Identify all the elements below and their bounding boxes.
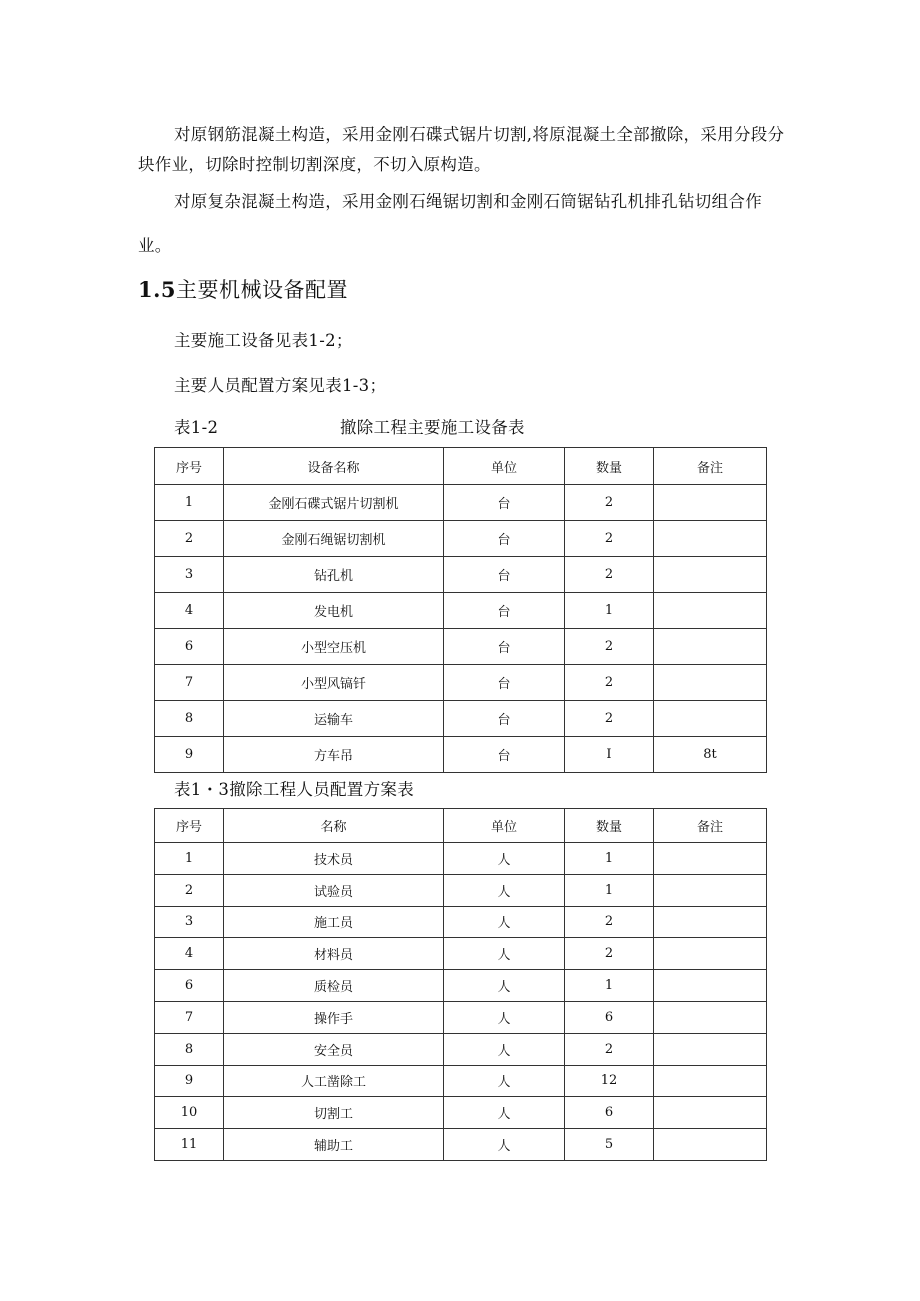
table-cell: 台	[444, 521, 565, 557]
table-cell	[654, 1065, 767, 1097]
table-cell: 发电机	[224, 593, 444, 629]
table-row	[155, 1001, 767, 1033]
personnel-table	[154, 808, 767, 1161]
table-cell: 小型风镐钎	[224, 665, 444, 701]
table-cell: 1	[565, 970, 654, 1002]
table-cell: 辅助工	[224, 1129, 444, 1161]
paragraph-reinforced-concrete: 对原钢筋混凝土构造，采用金刚石碟式锯片切割,将原混凝土全部撤除，采用分段分块作业，切除时控制切割深度，不切入原构造。	[138, 125, 785, 174]
table1-caption-number: 表1-2	[174, 418, 219, 437]
header-cell: 序号	[155, 448, 224, 485]
table-cell: 1	[565, 874, 654, 906]
table-cell: 人	[444, 1001, 565, 1033]
table-cell: 质检员	[224, 970, 444, 1002]
table-row	[155, 701, 767, 737]
table-cell: 1	[565, 843, 654, 875]
table-cell: 6	[565, 1097, 654, 1129]
table-cell: 台	[444, 701, 565, 737]
table-cell: 人	[444, 1129, 565, 1161]
table-cell: 7	[155, 665, 224, 701]
table-cell: 2	[565, 521, 654, 557]
header-cell: 数量	[565, 809, 654, 843]
table-cell: 9	[155, 737, 224, 773]
header-cell: 单位	[444, 448, 565, 485]
table-cell	[654, 701, 767, 737]
table-cell: 3	[155, 906, 224, 938]
table-row	[155, 665, 767, 701]
table-cell: 金刚石碟式锯片切割机	[224, 485, 444, 521]
table-row	[155, 1129, 767, 1161]
paragraph-complex-concrete: 对原复杂混凝土构造，采用金刚石绳锯切割和金刚石筒锯钻孔机排孔钻切组合作业。	[138, 192, 762, 255]
table-cell: 2	[155, 874, 224, 906]
table-cell: 6	[155, 970, 224, 1002]
table-cell: 2	[565, 557, 654, 593]
table-cell	[654, 557, 767, 593]
table-cell: 运输车	[224, 701, 444, 737]
table-row	[155, 1065, 767, 1097]
table-cell	[654, 629, 767, 665]
table2-caption: 表1・3撤除工程人员配置方案表	[174, 780, 414, 799]
table-cell: I	[565, 737, 654, 773]
table1-caption-title: 撤除工程主要施工设备表	[340, 418, 525, 437]
table-cell: 台	[444, 665, 565, 701]
section-heading	[138, 274, 348, 304]
table-cell	[654, 1001, 767, 1033]
table-cell: 2	[565, 485, 654, 521]
table-cell: 施工员	[224, 906, 444, 938]
table-row	[155, 521, 767, 557]
table-cell: 台	[444, 629, 565, 665]
table-cell: 人工凿除工	[224, 1065, 444, 1097]
table-cell	[654, 485, 767, 521]
equipment-reference-line: 主要施工设备见表1-2；	[174, 331, 353, 350]
table-cell: 台	[444, 557, 565, 593]
table-cell: 7	[155, 1001, 224, 1033]
table-cell	[654, 1097, 767, 1129]
table-cell	[654, 1129, 767, 1161]
table-cell: 2	[155, 521, 224, 557]
table-cell	[654, 970, 767, 1002]
table-cell: 小型空压机	[224, 629, 444, 665]
table-cell: 操作手	[224, 1001, 444, 1033]
table-cell	[654, 906, 767, 938]
equipment-table	[154, 447, 767, 773]
table-cell: 人	[444, 906, 565, 938]
table-cell: 5	[565, 1129, 654, 1161]
table-cell: 2	[565, 629, 654, 665]
table-cell: 4	[155, 593, 224, 629]
table-cell: 人	[444, 1033, 565, 1065]
table-cell: 切割工	[224, 1097, 444, 1129]
table-row	[155, 629, 767, 665]
table-cell: 11	[155, 1129, 224, 1161]
table-cell	[654, 665, 767, 701]
table-cell: 试验员	[224, 874, 444, 906]
table-cell: 1	[155, 843, 224, 875]
table-cell	[654, 593, 767, 629]
table-cell: 人	[444, 843, 565, 875]
table-row	[155, 874, 767, 906]
table-cell: 台	[444, 737, 565, 773]
table-cell	[654, 521, 767, 557]
table-cell: 2	[565, 1033, 654, 1065]
table-cell: 6	[565, 1001, 654, 1033]
table-cell: 技术员	[224, 843, 444, 875]
table-cell: 钻孔机	[224, 557, 444, 593]
table-row	[155, 843, 767, 875]
table-row	[155, 557, 767, 593]
table-cell: 安全员	[224, 1033, 444, 1065]
table-cell: 10	[155, 1097, 224, 1129]
header-cell: 备注	[654, 809, 767, 843]
table-cell	[654, 843, 767, 875]
table-cell: 人	[444, 874, 565, 906]
table-row	[155, 593, 767, 629]
table-cell: 2	[565, 938, 654, 970]
table-row	[155, 737, 767, 773]
table-cell: 3	[155, 557, 224, 593]
table-cell: 人	[444, 1097, 565, 1129]
header-cell: 设备名称	[224, 448, 444, 485]
header-cell: 序号	[155, 809, 224, 843]
table-cell: 8t	[654, 737, 767, 773]
table-row	[155, 485, 767, 521]
header-cell: 数量	[565, 448, 654, 485]
table-cell: 4	[155, 938, 224, 970]
table-row	[155, 938, 767, 970]
table-row	[155, 970, 767, 1002]
table-cell	[654, 874, 767, 906]
table-cell: 2	[565, 906, 654, 938]
table-header-row	[155, 809, 767, 843]
table-cell: 8	[155, 701, 224, 737]
table-cell: 2	[565, 665, 654, 701]
table-cell: 人	[444, 938, 565, 970]
table-cell: 6	[155, 629, 224, 665]
table-row	[155, 1033, 767, 1065]
section-title: 主要机械设备配置	[176, 278, 349, 302]
table-cell	[654, 938, 767, 970]
table-cell: 1	[565, 593, 654, 629]
table-cell: 材料员	[224, 938, 444, 970]
header-cell: 单位	[444, 809, 565, 843]
table-header-row	[155, 448, 767, 485]
table-cell: 方车吊	[224, 737, 444, 773]
personnel-reference-line: 主要人员配置方案见表1-3；	[174, 376, 387, 395]
table-cell: 1	[155, 485, 224, 521]
section-number: 1.5	[138, 277, 177, 302]
table-cell: 8	[155, 1033, 224, 1065]
table-cell: 9	[155, 1065, 224, 1097]
header-cell: 备注	[654, 448, 767, 485]
header-cell: 名称	[224, 809, 444, 843]
table-cell: 人	[444, 1065, 565, 1097]
table-row	[155, 906, 767, 938]
table-cell: 12	[565, 1065, 654, 1097]
table-cell: 金刚石绳锯切割机	[224, 521, 444, 557]
table-cell	[654, 1033, 767, 1065]
table-cell: 台	[444, 485, 565, 521]
table-cell: 台	[444, 593, 565, 629]
table-cell: 2	[565, 701, 654, 737]
table-cell: 人	[444, 970, 565, 1002]
table-row	[155, 1097, 767, 1129]
